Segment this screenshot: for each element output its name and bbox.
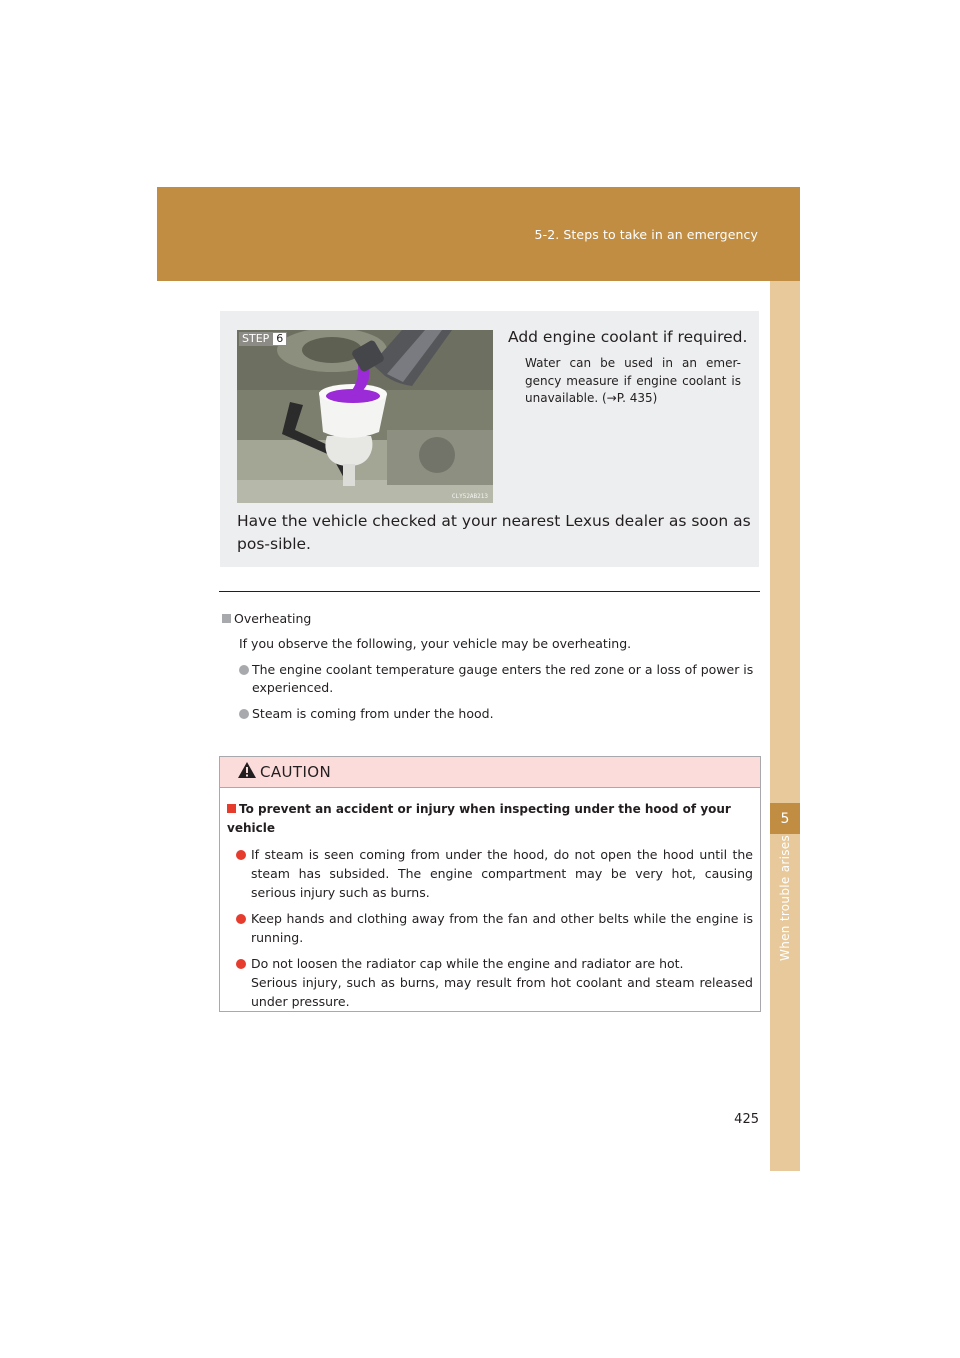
- step-title: Add engine coolant if required.: [508, 328, 748, 346]
- red-dot-icon: [236, 850, 246, 860]
- overheating-heading: Overheating: [234, 611, 312, 626]
- bullet-dot-icon: [239, 665, 249, 675]
- step-badge-label: STEP: [239, 332, 272, 346]
- caution-header: [220, 757, 760, 788]
- caution-item-text: Keep hands and clothing away from the fan and other belts while the engine is running.: [251, 911, 753, 945]
- section-title: 5-2. Steps to take in an emergency: [534, 227, 758, 242]
- red-square-icon: [227, 804, 236, 813]
- page-number: 425: [734, 1112, 759, 1127]
- overheating-intro: If you observe the following, your vehicle may be overheating.: [239, 636, 632, 651]
- list-item: [222, 661, 762, 697]
- caution-item: [227, 954, 753, 1011]
- list-item-text: The engine coolant temperature gauge enters the red zone or a loss of power is experienced.: [252, 662, 754, 695]
- overheating-section: [222, 610, 762, 723]
- caution-heading: To prevent an accident or injury when inspecting under the hood of your vehicle: [227, 802, 731, 835]
- step-box: [220, 311, 759, 567]
- caution-box: [219, 756, 761, 1012]
- chapter-label: When trouble arises: [778, 835, 792, 961]
- chapter-number: 5: [780, 811, 790, 827]
- step-badge-number: 6: [272, 332, 287, 346]
- list-item: [222, 705, 762, 723]
- side-strip: [770, 281, 800, 1171]
- bullet-dot-icon: [239, 709, 249, 719]
- warning-triangle-icon: [237, 761, 257, 779]
- step-badge: [239, 332, 287, 346]
- caution-item: [227, 909, 753, 947]
- overheating-heading-row: [222, 610, 762, 628]
- chapter-label-container: [770, 835, 800, 961]
- coolant-photo: [237, 330, 493, 503]
- caution-heading-row: [227, 800, 753, 838]
- caution-title: CAUTION: [260, 763, 332, 781]
- caution-item: [227, 845, 753, 902]
- step-description: Water can be used in an emer-gency measure if engine coolant is unavailable. (→P. 435): [525, 356, 741, 405]
- divider: [219, 591, 760, 592]
- caution-item-text: If steam is seen coming from under the hood, do not open the hood until the steam has subsided. The engine compartment may be very hot, causing serious injury such as burns.: [251, 847, 753, 900]
- caution-item-detail: Serious injury, such as burns, may result from hot coolant and steam released under pressure.: [251, 975, 753, 1009]
- caution-item-text: Do not loosen the radiator cap while the engine and radiator are hot.: [251, 956, 684, 971]
- header-band: [157, 187, 800, 281]
- engine-coolant-illustration: [237, 330, 493, 503]
- red-dot-icon: [236, 959, 246, 969]
- list-item-text: Steam is coming from under the hood.: [252, 706, 494, 721]
- caution-body: [220, 788, 760, 1011]
- square-bullet-icon: [222, 614, 231, 623]
- red-dot-icon: [236, 914, 246, 924]
- photo-code: CLY52AB213: [451, 493, 488, 500]
- step-note: Have the vehicle checked at your nearest Lexus dealer as soon as pos-sible.: [237, 512, 751, 553]
